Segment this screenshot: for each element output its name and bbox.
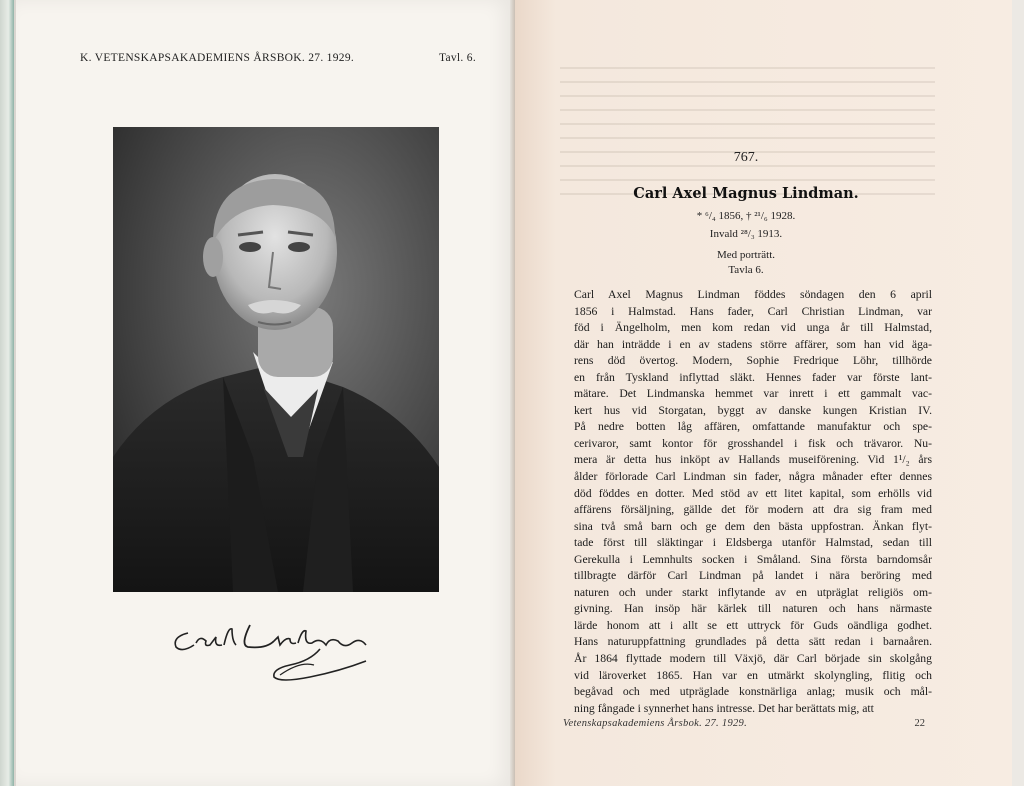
bleed-through-line: [560, 81, 935, 83]
body-line: Gerekulla i Lemnhults socken i Småland. Sina första barndomsår: [574, 552, 932, 566]
body-line: Carl Axel Magnus Lindman föddes söndagen den 6 april: [574, 288, 932, 301]
plate-note: Tavla 6.: [728, 264, 764, 276]
bleed-through-line: [560, 67, 935, 69]
page-edge: [1012, 0, 1024, 786]
body-line: På nedre botten låg affären, omfattande manufaktur och spe-: [574, 420, 932, 434]
birth-death-dates: * ⁶/₄ 1856, † ²¹/₆ 1928.: [696, 210, 796, 222]
running-head: [80, 52, 476, 64]
body-line: cerivaror, samt kontor för grosshandel i fisk och trävaror. Nu-: [574, 436, 932, 450]
signature: [170, 615, 380, 695]
body-line: affärens försäljning, gällde det för modern att dra sig fram med: [574, 503, 932, 517]
body-line: År 1864 flyttade modern till Växjö, där Carl började sin skolgång: [574, 652, 932, 666]
plate-label: Tavl. 6.: [438, 52, 476, 64]
bleed-through-line: [560, 123, 935, 125]
running-head-title: K. VETENSKAPSAKADEMIENS ÅRSBOK. 27. 1929.: [80, 52, 355, 64]
footer-page-number: 22: [914, 718, 925, 729]
body-line: 1856 i Halmstad. Hans fader, Carl Christian Lindman, var: [574, 304, 932, 318]
bleed-through-line: [560, 95, 935, 97]
body-line: mätare. Det Lindmanska hemmet var inrett i ett gammalt vac-: [574, 387, 932, 401]
body-line: rens död övertog. Modern, Sophie Fredrique Löhr, tillhörde: [574, 354, 932, 368]
body-line: tillbragte därför Carl Lindman på landet i nära beröring med: [574, 569, 932, 583]
body-line: lärde honom att i allt se ett uttryck för Guds oändliga godhet.: [574, 618, 932, 632]
body-line: ning fångade i synnerhet hans intresse. Det har berättats mig, att: [574, 701, 874, 715]
signature-image: [170, 615, 380, 695]
elected-date: Invald ²⁸/₃ 1913.: [709, 228, 783, 240]
portrait-note: Med porträtt.: [716, 249, 776, 261]
portrait-photo: [113, 127, 439, 592]
portrait-illustration: [113, 127, 439, 592]
body-line: sina två små barn och ge dem den bästa uppfostran. Änkan flyt-: [574, 519, 932, 533]
body-line: begåvad och med utpräglade konstnärliga anlag; musik och mål-: [574, 685, 932, 699]
body-line: en från Tyskland inflyttad släkt. Hennes fader var förste lant-: [574, 370, 932, 384]
footer-title: Vetenskapsakademiens Årsbok. 27. 1929.: [563, 718, 748, 729]
biography-body: [574, 287, 932, 717]
page-footer: [563, 718, 925, 729]
body-line: Hans naturuppfattning grundlades på detta sätt redan i barnaåren.: [574, 635, 932, 649]
bleed-through-line: [560, 137, 935, 139]
body-line: död föddes en dotter. Med stöd av ett litet kapital, som erhölls vid: [574, 486, 932, 500]
entry-number: 767.: [733, 150, 759, 165]
body-line: föd i Ängelholm, men kom redan vid unga år till Halmstad,: [574, 321, 932, 335]
bleed-through-line: [560, 109, 935, 111]
book-edge: [0, 0, 14, 786]
bleed-through-line: [560, 179, 935, 181]
body-line: givning. Han insöp här kärlek till naturen och hans närmaste: [574, 602, 932, 616]
body-line: mera är detta hus inköpt av Hallands museiförening. Vid 1¹/₂ års: [574, 453, 932, 467]
entry-title: Carl Axel Magnus Lindman.: [633, 185, 859, 202]
body-line: vid läroverket 1865. Han var en utmärkt skolyngling, flitig och: [574, 668, 932, 682]
body-line: tade först till släktingar i Eldsberga utanför Halmstad, sedan till: [574, 536, 932, 550]
body-line: ålder förlorade Carl Lindman sin fader, några månader efter dennes: [574, 470, 932, 484]
body-line: naturen och under starkt inflytande av en utpräglat religiös om-: [574, 585, 932, 599]
body-line: där han inträdde i en av stadens större affärer, som han vid äga-: [574, 337, 932, 351]
body-line: kert hus vid Storgatan, byggt av danske kungen Kristian IV.: [574, 403, 932, 417]
